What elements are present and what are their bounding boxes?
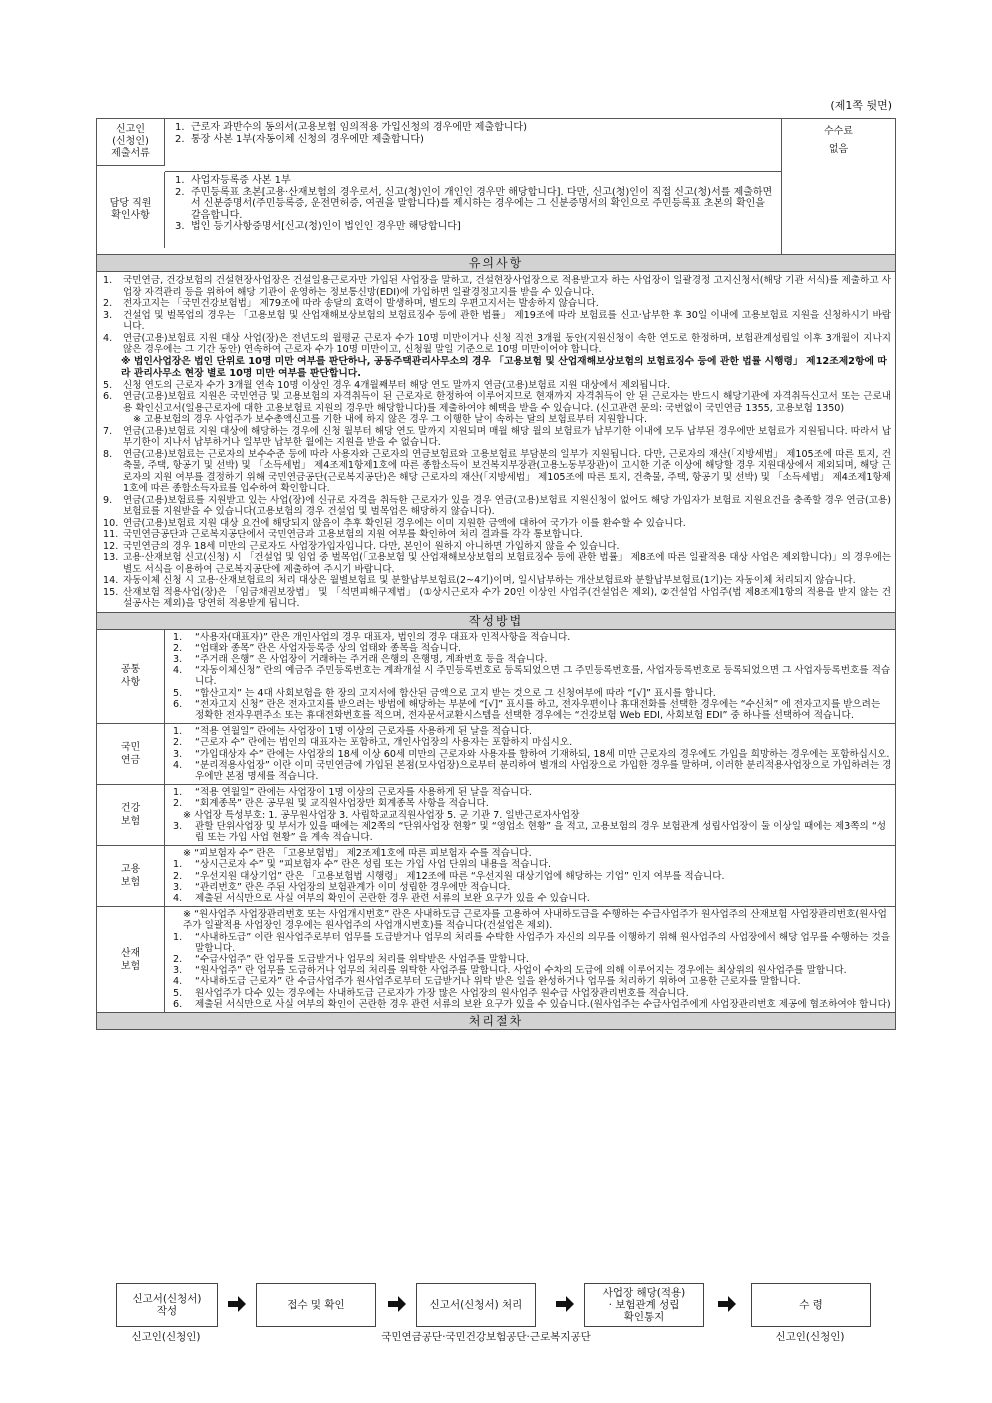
applicant-docs: [165, 119, 782, 172]
process-step: 접수 및 확인: [256, 1283, 376, 1327]
item-number: 4.: [173, 759, 183, 771]
item-number: 5.: [103, 379, 113, 391]
item-number: 12.: [103, 540, 119, 552]
item-number: 6.: [103, 391, 113, 402]
process-step: 신고서(신청서) 처리: [416, 1283, 536, 1327]
item-number: 4.: [173, 665, 183, 677]
fee-label: 수수료: [824, 126, 853, 137]
method-row-label: 공통 사항: [97, 630, 165, 724]
item-text: 건설업 및 벌목업의 경우는 「고용보험 및 산업재해보상보험의 보험료징수 등에 관한 법률」 제19조에 따라 보험료를 신고·납부한 후 30일 이내에 고용보험료 지원을 신청하시기 바랍니다.: [123, 309, 891, 332]
method-row-body: [165, 846, 896, 906]
method-line: [173, 688, 892, 699]
notes-emphasis: ※ 법인사업장은 법인 단위로 10명 미만 여부를 판단하나, 공동주택관리사무소의 경우 「고용보험 및 산업재해보상보험의 보험료징수 등에 관한 법률 시행령」 제12조제2항에 따라 관리사무소 현장 별로 10명 미만 여부를 판단합니다.: [121, 355, 887, 379]
method-row-label: 건강 보험: [97, 785, 165, 845]
item-text: “가입대상자 수” 란에는 사업장의 18세 이상 60세 미만의 근로자와 사용자를 합하여 기재하되, 18세 미만 근로자의 경우에도 가입을 희망하는 경우에는 포함하십시오.: [195, 748, 890, 760]
method-line: [173, 988, 892, 999]
item-text: 관할 단위사업장 및 부서가 있을 때에는 제2쪽의 “단위사업장 현황” 및 “영업소 현황” 을 적고, 고용보험의 경우 보험관계 성립사업장이 둘 이상일 때에는 제3쪽의 “성립 또는 가입 사업 현황” 을 계속 적습니다.: [195, 820, 887, 843]
method-note: ※ “원사업주 사업장관리번호 또는 사업개시번호” 란은 사내하도급 근로자를 고용하여 사내하도급을 수행하는 수급사업주가 원사업주의 산재보험 사업장관리번호(원사업주가 일괄적용 사업장인 경우에는 원사업주의 사업개시번호)를 적습니다(건설업은 제외).: [183, 909, 887, 932]
item-number: 3.: [173, 653, 183, 665]
item-text: 산재보험 적용사업(장)은 「임금채권보장법」 및 「석면피해구제법」 (①상시근로자 수가 20인 이상인 사업주(건설업은 제외), ②건설업 사업주(법 제8조제1항의 적용을 받지 않는 건설공사는 제외)을 당연히 적용받게 됩니다.: [123, 586, 891, 609]
item-text: “우선지원 대상기업” 란은 「고용보험법 시행령」 제12조에 따른 “우선지원 대상기업에 해당하는 기업” 인지 여부를 적습니다.: [195, 870, 725, 882]
item-text: “자동이체신청” 란의 예금주 주민등록번호는 계좌개설 시 주민등록번호로 등록되었으면 그 주민등록번호를, 사업자등록번호로 등록되었으면 그 사업자등록번호를 적습니다.: [195, 665, 891, 688]
officer-check-label: 담당 직원 확인사항: [97, 172, 165, 248]
item-text: 국민연금공단과 근로복지공단에서 국민연금과 고용보험의 지원 여부를 확인하여 처리 결과를 각각 통보합니다.: [123, 529, 583, 540]
notes-item: [103, 529, 891, 541]
item-number: 6.: [173, 998, 183, 1010]
item-number: 3.: [173, 748, 183, 760]
notes-header: 유의사항: [96, 255, 896, 272]
item-number: 1.: [173, 631, 183, 643]
method-line: [173, 954, 892, 965]
item-text: 법인 등기사항증명서[신고(청)인이 법인인 경우만 해당합니다]: [191, 221, 461, 232]
arrow-right-icon: [554, 1293, 576, 1315]
item-number: 5.: [173, 687, 183, 699]
page-label: (제1쪽 뒷면): [830, 99, 892, 112]
item-number: 2.: [173, 737, 183, 749]
method-table: [96, 630, 896, 1014]
method-line: [173, 999, 892, 1010]
notes-item: [103, 298, 891, 310]
item-text: “수급사업주” 란 업무를 도급받거나 업무의 처리를 위탁받은 사업주를 말합니다.: [195, 953, 529, 965]
item-text: 고용·산재보험 신고(신청) 시 「건설업 및 임업 중 벌목업(「고용보험 및 산업재해보상보험의 보험료징수 등에 관한 법률」 제8조에 따른 일괄적용 대상 사업은 제외합니다)」의 경우에는 별도 서식을 이용하여 근로복지공단에 제출하여 주시기 바랍니다.: [123, 552, 891, 575]
notes-item: [103, 333, 891, 356]
item-number: 2.: [103, 298, 113, 309]
notes-item: [103, 275, 891, 298]
notes-item: [103, 449, 891, 495]
method-line: [173, 893, 892, 904]
item-number: 2.: [173, 798, 183, 810]
notes-item: [103, 518, 891, 530]
item-number: 3.: [103, 309, 113, 321]
item-number: 11.: [103, 529, 119, 540]
item-number: 3.: [173, 881, 183, 893]
form-back-page: [96, 118, 896, 1030]
fee-value: 없음: [828, 144, 849, 155]
item-number: 1.: [173, 787, 183, 799]
process-step: 사업장 해당(적용) · 보험관계 성립 확인통지: [584, 1283, 704, 1327]
method-row: [97, 906, 895, 1012]
item-number: 1.: [173, 859, 183, 871]
method-line: [173, 643, 892, 654]
process-step: 수 령: [751, 1283, 871, 1327]
method-line: [173, 871, 892, 882]
list-item: [175, 122, 775, 134]
item-number: 9.: [103, 494, 113, 506]
item-number: 4.: [173, 892, 183, 904]
applicant-docs-label: 신고인 (신청인) 제출서류: [97, 119, 165, 166]
arrow-right-icon: [226, 1293, 248, 1315]
item-text: “분리적용사업장” 이란 이미 국민연금에 가입된 본점(모사업장)으로부터 분리하여 별개의 사업장으로 가입한 경우를 말하며, 이러한 분리적용사업장으로 가입하려는 경우에만 본점 명세를 적습니다.: [195, 759, 892, 782]
method-line: [173, 976, 892, 987]
item-number: 8.: [103, 448, 113, 460]
method-row-body: [165, 785, 896, 845]
notes-item: [103, 310, 891, 333]
method-line: [173, 965, 892, 976]
method-row: [97, 845, 895, 906]
item-text: 국민연금의 경우 18세 미만의 근로자도 사업장가입자입니다. 다만, 본인이 원하지 아니하면 가입하지 않을 수 있습니다.: [123, 540, 620, 552]
item-text: 통장 사본 1부(자동이체 신청의 경우에만 제출합니다): [191, 133, 424, 145]
item-number: 2.: [173, 953, 183, 965]
fee-cell: [782, 119, 895, 254]
method-row: [97, 723, 895, 784]
item-number: 1.: [175, 175, 185, 186]
actor-agencies: 국민연금공단·국민건강보험공단·근로복지공단: [381, 1331, 591, 1343]
notes-item: [103, 380, 891, 392]
item-number: 2.: [175, 186, 185, 198]
notes-section: [96, 272, 896, 613]
item-text: “적용 연월일” 란에는 사업장이 1명 이상의 근로자를 사용하게 된 날을 적습니다.: [195, 787, 532, 799]
item-number: 1.: [175, 122, 185, 133]
item-number: 15.: [103, 586, 119, 598]
item-text: “전자고지 신청” 란은 전자고지를 받으려는 방법에 해당하는 부분에 “[√]” 표시를 하고, 전자우편이나 휴대전화를 선택한 경우에는 “수신처” 에 전자고지를 받으려는 정확한 전자우편주소 또는 휴대전화번호를 적으며, 전자문서교환시스템을 선택한 경우에는 “건강보험 Web EDI, 사회보험 EDI” 중 하나를 선택하여 적습니다.: [195, 698, 881, 721]
method-line: [173, 932, 892, 954]
method-line: [173, 699, 892, 721]
process-header: 처리절차: [96, 1013, 896, 1030]
item-text: 연금(고용)보험료 지원 대상에 해당하는 경우에 신청 월부터 해당 연도 말까지 지원되며 매월 해당 월의 보험료가 납부기한 이내에 모두 납부된 경우에만 보험료가 지원됩니다. 따라서 납부기한이 지나서 납부하거나 일부만 납부한 월에는 지원을 받을 수 없습니다.: [123, 425, 891, 448]
method-row: [97, 784, 895, 845]
officer-check-docs: [165, 172, 782, 254]
notes-subnote: ※ 고용보험의 경우 사업주가 보수총액신고를 기한 내에 하지 않은 경우 그 이행한 날이 속하는 달의 보험료부터 지원합니다.: [133, 414, 647, 425]
item-number: 1.: [173, 726, 183, 738]
item-text: “관리번호” 란은 주된 사업장의 보험관계가 이미 성립한 경우에만 적습니다.: [195, 881, 511, 893]
item-text: “상시근로자 수” 및 “피보험자 수” 란은 성립 또는 가입 사업 단위의 내용을 적습니다.: [195, 859, 552, 871]
item-number: 1.: [173, 931, 183, 943]
method-note: ※ 사업장 특성부호: 1. 공무원사업장 3. 사립학교교직원사업장 5. 군 기관 7. 일반근로자사업장: [183, 809, 580, 821]
method-line: [173, 821, 892, 843]
list-item: [175, 221, 775, 233]
method-line: [173, 749, 892, 760]
item-text: 연금(고용)보험료는 근로자의 보수수준 등에 따라 사용자와 근로자의 연금보험료와 고용보험료 부담분의 일부가 지원됩니다. 다만, 근로자의 재산(「지방세법」 제105조에 따른 토지, 건축물, 주택, 항공기 및 선박) 및 「소득세법」 제4조제1항제1호에 따른 종합소득이 보건복지부장관(고용노동부장관)이 고시한 기준 이상에 해당할 경우 지원대상에서 제외되며, 해당 근로자의 지원 여부를 결정하기 위해 국민연금공단(근로복지공단)은 해당 근로자의 재산(「지방세법」 제105조에 따른 토지, 건축물, 주택, 항공기 및 선박) 및 「소득세법」 제4조제1항제1호에 따른 종합소득자료를 입수하여 확인합니다.: [123, 448, 891, 494]
item-text: 국민연금, 건강보험의 건설현장사업장은 건설일용근로자만 가입된 사업장을 말하고, 건설현장사업장으로 적용받고자 하는 사업장이 일괄경정 고지신청서(해당 기관 서식)를 제출하고 사업장 자격관리 등을 위하여 해당 기관이 운영하는 정보통신망(EDI)에 가입하면 일괄경정고지를 받을 수 있습니다.: [123, 275, 891, 298]
item-number: 3.: [173, 820, 183, 832]
item-text: 연금(고용)보험료를 지원받고 있는 사업(장)에 신규로 자격을 취득한 근로자가 있을 경우 연금(고용)보험료 지원신청이 없어도 해당 가입자가 보험료 지원요건을 충족할 경우 연금(고용)보험료를 지원받을 수 있습니다(고용보험의 경우 건설업 및 벌목업은 해당하지 않습니다).: [123, 494, 891, 517]
arrow-right-icon: [716, 1293, 738, 1315]
method-line: [173, 726, 892, 737]
item-text: “사내하도급 근로자” 란 수급사업주가 원사업주로부터 도급받거나 위탁 받은 일을 완성하거나 업무를 처리하기 위하여 고용한 근로자를 말합니다.: [195, 976, 801, 988]
notes-item: [103, 587, 891, 610]
item-text: “사내하도급” 이란 원사업주로부터 업무를 도급받거나 업무의 처리를 수탁한 사업주가 자신의 의무를 이행하기 위해 원사업주의 사업장에서 해당 업무를 수행하는 것을 말합니다.: [195, 931, 891, 954]
item-text: 신청 연도의 근로자 수가 3개월 연속 10명 이상인 경우 4개월째부터 해당 연도 말까지 연금(고용)보험료 지원 대상에서 제외됩니다.: [123, 379, 671, 391]
item-text: 연금(고용)보험료 지원 대상 요건에 해당되지 않음이 추후 확인된 경우에는 이미 지원한 금액에 대하여 국가가 이를 환수할 수 있습니다.: [123, 517, 686, 529]
item-number: 1.: [103, 275, 113, 286]
method-header: 작성방법: [96, 613, 896, 630]
actor-recipient: 신고인(신청인): [775, 1331, 845, 1343]
item-number: 6.: [173, 698, 183, 710]
list-item: [175, 187, 775, 222]
item-text: 주민등록표 초본[고용·산재보험의 경우로서, 신고(청)인이 개인인 경우만 해당합니다]. 다만, 신고(청)인이 직접 신고(청)서를 제출하면서 신분증명서(주민등록증, 운전면허증, 여권을 말합니다)를 제시하는 경우에는 그 신분증명서의 확인으로 주민등록표 초본의 확인을 갈음합니다.: [191, 186, 773, 221]
item-text: 자동이체 신청 시 고용·산재보험료의 처리 대상은 월별보험료 및 분할납부보험료(2~4기)이며, 일시납부하는 개산보험료와 분할납부보험료(1기)는 자동이체 처리되지 않습니다.: [123, 575, 856, 586]
item-number: 5.: [173, 987, 183, 999]
item-text: “주거래 은행” 은 사업장이 거래하는 주거래 은행의 은행명, 계좌번호 등을 적습니다.: [195, 653, 548, 665]
item-number: 13.: [103, 552, 119, 563]
item-number: 4.: [103, 332, 113, 344]
process-flow: [96, 1283, 896, 1373]
item-number: 4.: [173, 976, 183, 988]
method-line: [173, 665, 892, 687]
item-text: 사업자등록증 사본 1부: [191, 175, 291, 186]
method-line: [173, 632, 892, 643]
method-row-label: 산재 보험: [97, 907, 165, 1012]
item-text: “적용 연월일” 란에는 사업장이 1명 이상의 근로자를 사용하게 된 날을 적습니다.: [195, 726, 532, 738]
method-line: [173, 787, 892, 798]
item-number: 10.: [103, 517, 119, 529]
notes-item: [103, 541, 891, 553]
list-item: [175, 175, 775, 187]
method-row-body: [165, 907, 896, 1012]
notes-item: [103, 575, 891, 587]
item-text: 전자고지는 「국민건강보험법」 제79조에 따라 송달의 효력이 발생하며, 별도의 우편고지서는 발송하지 않습니다.: [123, 298, 599, 309]
item-text: “회계종목” 란은 공무원 및 교직원사업장만 회계종목 사항을 적습니다.: [195, 798, 489, 810]
item-number: 3.: [173, 965, 183, 977]
item-text: “원사업주” 란 업무를 도급하거나 업무의 처리를 위탁한 사업주를 말합니다. 사업이 수차의 도급에 의해 이루어지는 경우에는 최상위의 원사업주를 말합니다.: [195, 965, 847, 977]
method-line: [173, 882, 892, 893]
item-number: 2.: [173, 870, 183, 882]
item-text: “업태와 종목” 란은 사업자등록증 상의 업태와 종목을 적습니다.: [195, 642, 462, 654]
notes-item: [103, 426, 891, 449]
method-line: [173, 798, 892, 809]
method-line: [173, 760, 892, 782]
arrow-right-icon: [386, 1293, 408, 1315]
method-line: [173, 859, 892, 870]
item-number: 3.: [175, 221, 185, 232]
item-number: 2.: [175, 133, 185, 145]
process-step: 신고서(신청서) 작성: [116, 1283, 218, 1327]
item-number: 14.: [103, 575, 119, 586]
item-text: 제출된 서식만으로 사실 여부의 확인이 곤란한 경우 관련 서류의 보완 요구가 있을 수 있습니다.: [195, 892, 590, 904]
item-text: 연금(고용)보험료 지원 대상 사업(장)은 전년도의 월평균 근로자 수가 10명 미만이거나 신청 직전 3개월 동안(지원신청이 속한 연도로 한정하며, 보험관계성립일 이후 3개월이 지나지 않은 경우에는 그 기간 동안) 연속하여 근로자 수가 10명 미만이고, 신청월 말일 기준으로 10명 미만이어야 합니다.: [123, 332, 891, 355]
item-number: 7.: [103, 425, 113, 437]
actor-applicant: 신고인(신청인): [131, 1331, 201, 1343]
notes-item: [103, 495, 891, 518]
method-line: [173, 654, 892, 665]
method-row-body: [165, 724, 896, 784]
method-line: [173, 737, 892, 748]
item-text: 연금(고용)보험료 지원은 국민연금 및 고용보험의 자격취득이 된 근로자로 한정하여 이루어지므로 현재까지 자격취득이 안 된 근로자는 반드시 해당기관에 자격취득신고서 또는 근로내용 확인신고서(일용근로자에 대한 고용보험료 지원의 경우만 해당합니다)를 제출하여야 혜택을 받을 수 있습니다. (신고관련 문의: 국번없이 국민연금 1355, 고용보험 1350): [123, 391, 891, 414]
notes-item: [103, 552, 891, 575]
method-note: ※ “피보험자 수” 란은 「고용보험법」 제2조제1호에 따른 피보험자 수를 적습니다.: [183, 848, 532, 860]
item-number: 2.: [173, 642, 183, 654]
item-text: 원사업주가 다수 있는 경우에는 사내하도급 근로자가 가장 많은 사업장의 원사업주 원수급 사업장관리번호를 적습니다.: [195, 987, 689, 999]
list-item: [175, 134, 775, 146]
item-text: “합산고지” 는 4대 사회보험을 한 장의 고지서에 합산된 금액으로 고지 받는 것으로 그 신청여부에 따라 “[√]” 표시를 합니다.: [195, 687, 716, 699]
method-row-label: 고용 보험: [97, 846, 165, 906]
method-row: [97, 630, 895, 724]
method-row-label: 국민 연금: [97, 724, 165, 784]
method-row-body: [165, 630, 896, 724]
item-text: “근로자 수” 란에는 법인의 대표자는 포함하고, 개인사업장의 사용자는 포함하지 마십시오.: [195, 737, 573, 749]
item-text: 근로자 과반수의 동의서(고용보험 임의적용 가입신청의 경우에만 제출합니다): [191, 122, 527, 133]
submission-docs-table: [96, 118, 896, 255]
notes-item: [103, 391, 891, 414]
item-text: 제출된 서식만으로 사실 여부의 확인이 곤란한 경우 관련 서류의 보완 요구가 있을 수 있습니다.(원사업주는 수급사업주에게 사업장관리번호 제공에 협조하여야 합니다): [195, 998, 891, 1010]
item-text: “사용자(대표자)” 란은 개인사업의 경우 대표자, 법인의 경우 대표자 인적사항을 적습니다.: [195, 631, 571, 643]
